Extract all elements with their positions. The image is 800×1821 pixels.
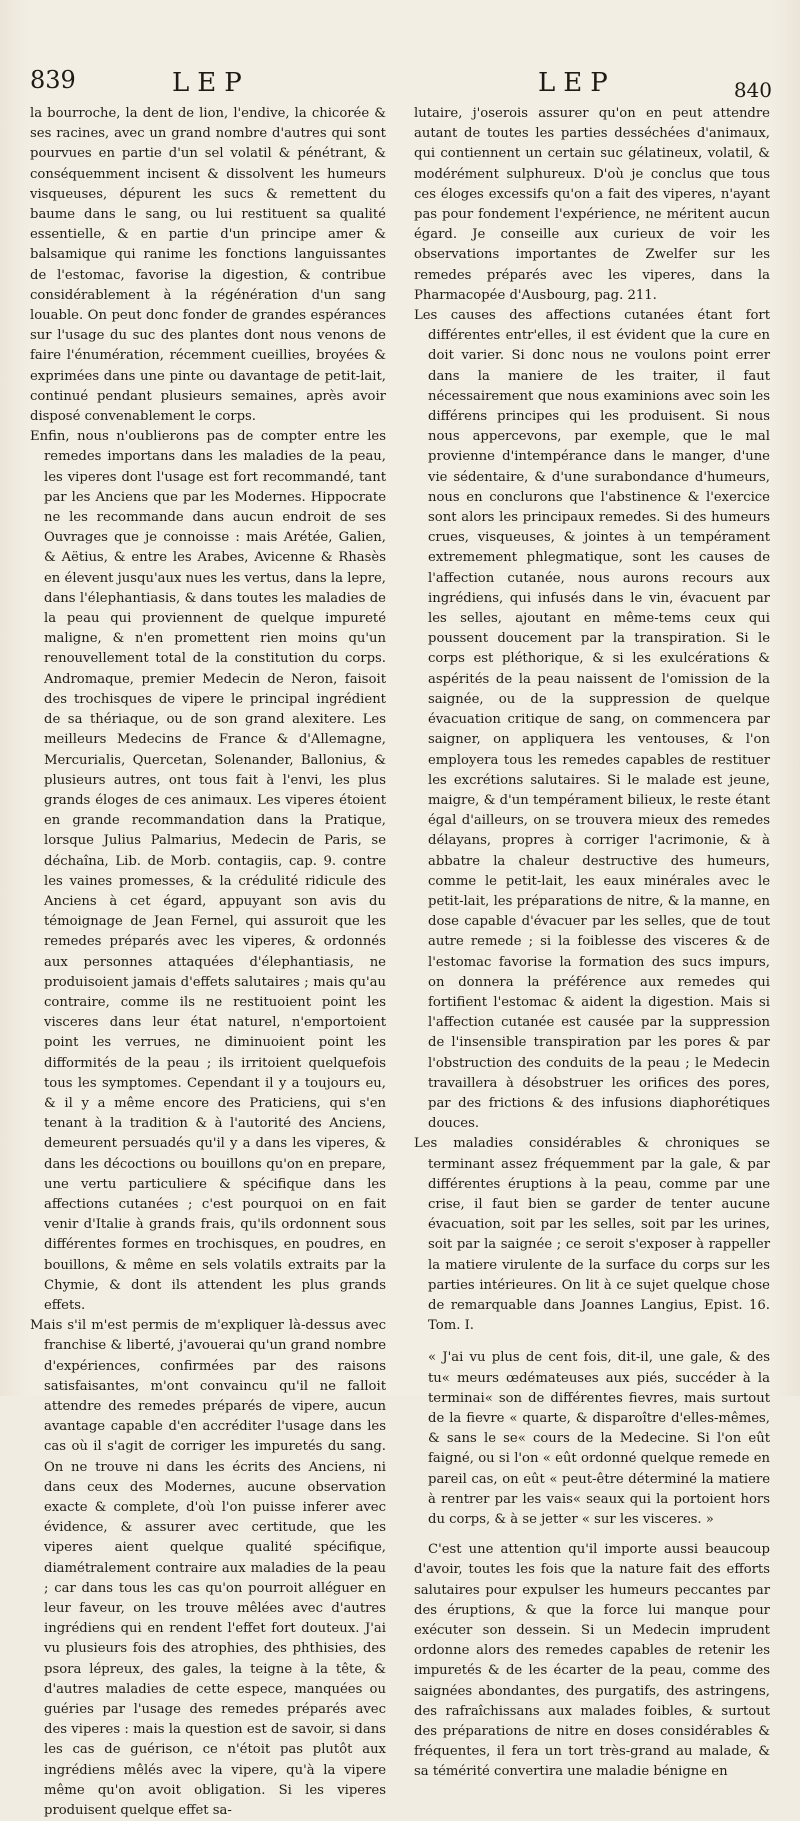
left-running-head: LEP — [172, 68, 250, 98]
right-running-head: LEP — [538, 68, 616, 98]
page-header — [0, 66, 800, 106]
left-column — [30, 104, 386, 1819]
left-paragraph-2: Enfin, nous n'oublierons pas de compter entre les remedes importans dans les maladies de la peau, les viperes dont l'usage est fort recommandé, tant par les Anciens que par les Modernes. Hippocrate ne les recommande dans aucun endroit de ses Ouvrages que je connoisse : mais Arétée, Galien, & Aëtius, & entre les Arabes, Avicenne & Rhasès en élevent jusqu'aux nues les vertus, dans la lepre, dans l'élephantiasis, & dans toutes les maladies de la peau qui proviennent de quelque impureté maligne, & n'en promettent rien moins qu'un renouvellement total de la constitution du corps. Andromaque, premier Medecin de Neron, faisoit des trochisques de vipere le principal ingrédient de sa thériaque, ou de son grand alexitere. Les meilleurs Medecins de France & d'Allemagne, Mercurialis, Quercetan, Solenander, Ballonius, & plusieurs autres, ont tous fait à l'envi, les plus grands éloges de ces animaux. Les viperes étoient en grande recommandation dans la Pratique, lorsque Julius Palmarius, Medecin de Paris, se déchaîna, Lib. de Morb. contagiis, cap. 9. contre les vaines promesses, & la crédulité ridicule des Anciens à cet égard, appuyant son avis du témoignage de Jean Fernel, qui assuroit que les remedes préparés avec les viperes, & ordonnés aux personnes attaquées d'élephantiasis, ne produisoient jamais d'effets salutaires ; mais qu'au contraire, comme ils ne restituoient point les visceres dans leur état naturel, n'emportoient point les verrues, ne diminuoient point les difformités de la peau ; ils irritoient quelquefois tous les symptomes. Cependant il y a toujours eu, & il y a même encore des Praticiens, qui s'en tenant à la tradition & à l'autorité des Anciens, demeurent persuadés qu'il y a dans les viperes, & dans les décoctions ou bouillons qu'on en prepare, une vertu particuliere & spécifique dans les affections cutanées ; c'est pourquoi on en fait venir d'Italie à grands frais, qu'ils ordonnent sous différentes formes en trochisques, en poudres, en bouillons, & même en sels volatils extraits par la Chymie, & dont ils attendent les plus grands effets. — [30, 429, 386, 1313]
left-paragraph-3: Mais s'il m'est permis de m'expliquer là-dessus avec franchise & liberté, j'avouerai qu'un grand nombre d'expériences, confirmées par des raisons satisfaisantes, m'ont convaincu qu'il ne falloit attendre des remedes préparés de vipere, aucun avantage capable d'en accréditer l'usage dans les cas où il s'agit de corriger les impuretés du sang. On ne trouve ni dans les écrits des Anciens, ni dans ceux des Modernes, aucune observation exacte & complete, d'où l'on puisse inferer avec évidence, & assurer avec certitude, que les viperes aient quelque qualité spécifique, diamétralement contraire aux maladies de la peau ; car dans tous les cas qu'on pourroit alléguer en leur faveur, on les trouve mêlées avec d'autres ingrédiens qui en rendent l'effet fort douteux. J'ai vu plusieurs fois des atrophies, des phthisies, des psora lépreux, des gales, la teigne à la tête, & d'autres maladies de cette espece, manquées ou guéries par l'usage des remedes préparés avec des viperes : mais la question est de savoir, si dans les cas de guérison, ce n'étoit pas plutôt aux ingrédiens mêlés avec la vipere, qu'à la vipere même qu'on avoit obligation. Si les viperes produisent quelque effet sa- — [30, 1318, 386, 1819]
right-paragraph-4: C'est une attention qu'il importe aussi beaucoup d'avoir, toutes les fois que la nature fait des efforts salutaires pour expulser les humeurs peccantes par des éruptions, & que la force lui manque pour exécuter son dessein. Si un Medecin imprudent ordonne alors des remedes capables de retenir les impuretés & de les écarter de la peau, comme des saignées abondantes, des purgatifs, des astringens, des rafraîchissans aux malades foibles, & surtout des préparations de nitre en doses considérables & fréquentes, il fera un tort très-grand au malade, & sa témérité convertira une maladie bénigne en — [414, 1542, 770, 1780]
right-paragraph-2: Les causes des affections cutanées étant fort différentes entr'elles, il est évident que la cure en doit varier. Si donc nous ne voulons point errer dans la maniere de les traiter, il faut nécessairement que nous examinions avec soin les différens principes qui les produisent. Si nous nous appercevons, par exemple, que le mal provienne d'intempérance dans le manger, d'une vie sédentaire, & d'une surabondance d'humeurs, nous en conclurons que l'abstinence & l'exercice sont alors les principaux remedes. Si des humeurs crues, visqueuses, & jointes à un tempérament extremement phlegmatique, sont les causes de l'affection cutanée, nous aurons recours aux ingrédiens, qui infusés dans le vin, évacuent par les selles, ajoutant en même-tems ceux qui poussent doucement par la transpiration. Si le corps est pléthorique, & si les exulcérations & aspérités de la peau naissent de l'omission de la saignée, ou de la suppression de quelque évacuation critique de sang, on commencera par saigner, on appliquera les ventouses, & l'on employera tous les remedes capables de restituer les excrétions salutaires. Si le malade est jeune, maigre, & d'un tempérament bilieux, le reste étant égal d'ailleurs, on se trouvera mieux des remedes délayans, propres à corriger l'acrimonie, & à abbatre la chaleur destructive des humeurs, comme le petit-lait, les eaux minérales avec le petit-lait, les préparations de nitre, & la manne, en dose capable d'évacuer par les selles, que de tout autre remede ; si la foiblesse des visceres & de l'estomac favorise la formation des sucs impurs, on donnera la préférence aux remedes qui fortifient l'estomac & aident la digestion. Mais si l'affection cutanée est causée par la suppression de l'insensible transpiration par les pores & par l'obstruction des conduits de la peau ; le Medecin travaillera à désobstruer les orifices des pores, par des frictions & des infusions diaphorétiques douces. — [414, 308, 770, 1132]
right-column — [414, 104, 770, 1780]
left-paragraph-1: la bourroche, la dent de lion, l'endive, la chicorée & ses racines, avec un grand nombre d'autres qui sont pourvues en partie d'un sel volatil & pénétrant, & conséquemment incisent & dissolvent les humeurs visqueuses, dépurent les sucs & remettent du baume dans le sang, ou lui restituent sa qualité essentielle, & en partie d'un principe amer & balsamique qui ranime les fonctions languissantes de l'estomac, favorise la digestion, & contribue considérablement à la régénération d'un sang louable. On peut donc fonder de grandes espérances sur l'usage du suc des plantes dont nous venons de faire l'énumération, récemment cueillies, broyées & exprimées dans une pinte ou davantage de petit-lait, continué pendant plusieurs semaines, après avoir disposé convenablement le corps. — [30, 106, 386, 425]
right-paragraph-1: lutaire, j'oserois assurer qu'on en peut attendre autant de toutes les parties desséchées d'animaux, qui contiennent un certain suc gélatineux, volatil, & modérément sulphureux. D'où je conclus que tous ces éloges excessifs qu'on a fait des viperes, n'ayant pas pour fondement l'expérience, ne méritent aucun égard. Je conseille aux curieux de voir les observations importantes de Zwelfer sur les remedes préparés avec les viperes, dans la Pharmacopée d'Ausbourg, pag. 211. — [414, 106, 770, 303]
right-paragraph-3: Les maladies considérables & chroniques se terminant assez fréquemment par la gale, & par différentes éruptions à la peau, comme par une crise, il faut bien se garder de tenter aucune évacuation, soit par les selles, soit par les urines, soit par la saignée ; ce seroit s'exposer à rappeller la matiere virulente de la surface du corps sur les parties intérieures. On lit à ce sujet quelque chose de remarquable dans Joannes Langius, Epist. 16. Tom. I. — [414, 1136, 770, 1334]
right-page-number: 840 — [733, 78, 772, 102]
langius-quotation: « J'ai vu plus de cent fois, dit-il, une gale, & des tu« meurs œdémateuses aux piés, succéder à la terminai« son de différentes fievres, mais surtout de la fievre « quarte, & disparoître d'elles-mêmes, & sans le se« cours de la Medecine. Si l'on eût faigné, ou si l'on « eût ordonné quelque remede en pareil cas, on eût « peut-être déterminé la matiere à rentrer par les vais« seaux qui la portoient hors du corps, & à se jetter « sur les visceres. » — [428, 1350, 770, 1528]
left-page-number: 839 — [30, 66, 76, 94]
